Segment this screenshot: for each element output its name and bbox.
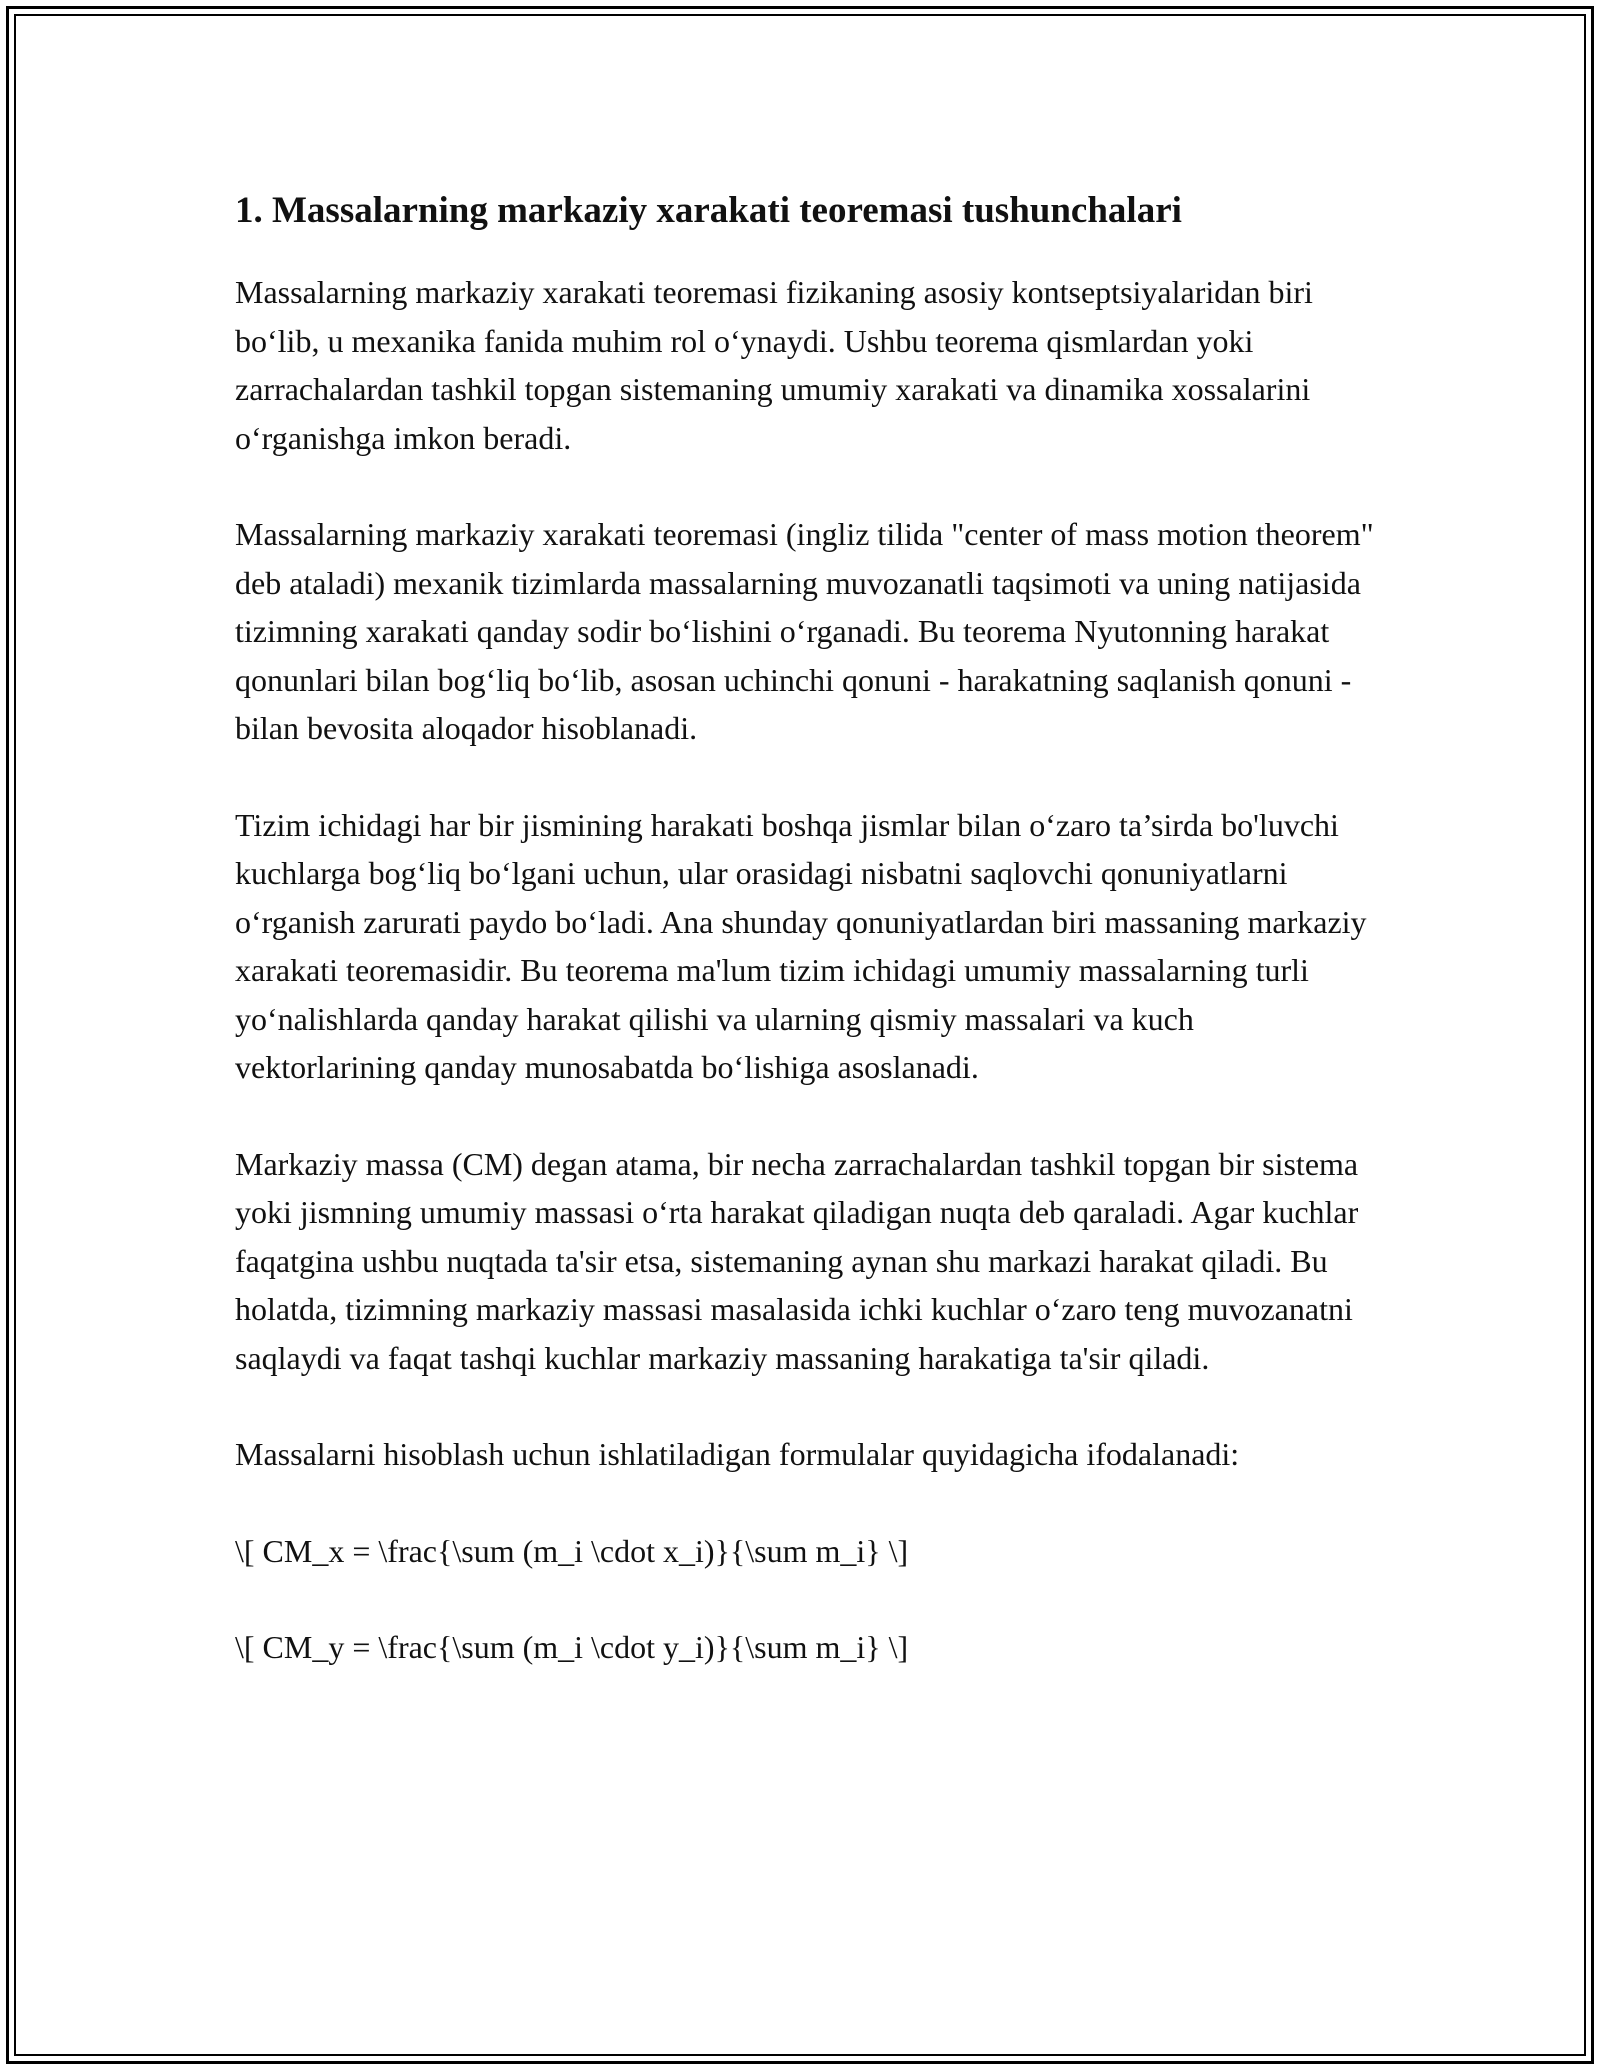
paragraph-interactions: Tizim ichidagi har bir jismining harakati boshqa jismlar bilan o‘zaro ta’sirda bo'luvchi kuchlarga bog‘liq bo‘lgani uchun, ular orasidagi nisbatni saqlovchi qonuniyatlarni o‘rganish zarurati paydo bo‘ladi. Ana shunday qonuniyatlardan biri massaning markaziy xarakati teoremasidir. Bu teorema ma'lum tizim ichidagi umumiy massalarning turli yo‘nalishlarda qanday harakat qilishi va ularning qismiy massalari va kuch vektorlarining qanday munosabatda bo‘lishiga asoslanadi.: [235, 806, 1367, 1085]
formula-cm-x: \[ CM_x = \frac{\sum (m_i \cdot x_i)}{\sum m_i} \]: [235, 1532, 909, 1569]
paragraph-definition: Massalarning markaziy xarakati teoremasi (ingliz tilida "center of mass motion theorem" deb ataladi) mexanik tizimlarda massalarning muvozanatli taqsimoti va uning natijasida tizimning xarakati qanday sodir bo‘lishini o‘rganadi. Bu teorema Nyutonning harakat qonunlari bilan bog‘liq bo‘lib, asosan uchinchi qonuni - harakatning saqlanish qonuni - bilan bevosita aloqador hisoblanadi.: [235, 516, 1374, 746]
paragraph-intro: Massalarning markaziy xarakati teoremasi fizikaning asosiy kontseptsiyalaridan biri bo‘lib, u mexanika fanida muhim rol o‘ynaydi. Ushbu teorema qismlardan yoki zarrachalardan tashkil topgan sistemaning umumiy xarakati va dinamika xossalarini o‘rganishga imkon beradi.: [235, 274, 1313, 456]
paragraph-center-of-mass: Markaziy massa (CM) degan atama, bir necha zarrachalardan tashkil topgan bir sistema yoki jismning umumiy massasi o‘rta harakat qiladigan nuqta deb qaraladi. Agar kuchlar faqatgina ushbu nuqtada ta'sir etsa, sistemaning aynan shu markazi harakat qiladi. Bu holatda, tizimning markaziy massasi masalasida ichki kuchlar o‘zaro teng muvozanatni saqlaydi va faqat tashqi kuchlar markaziy massaning harakatiga ta'sir qiladi.: [235, 1145, 1359, 1376]
formula-cm-y: \[ CM_y = \frac{\sum (m_i \cdot y_i)}{\sum m_i} \]: [235, 1629, 909, 1665]
section-heading: 1. Massalarning markaziy xarakati teoremasi tushunchalari: [235, 190, 1182, 231]
paragraph-formulas-intro: Massalarni hisoblash uchun ishlatiladigan formulalar quyidagicha ifodalanadi:: [235, 1436, 1240, 1472]
document-body: [235, 186, 1375, 1720]
